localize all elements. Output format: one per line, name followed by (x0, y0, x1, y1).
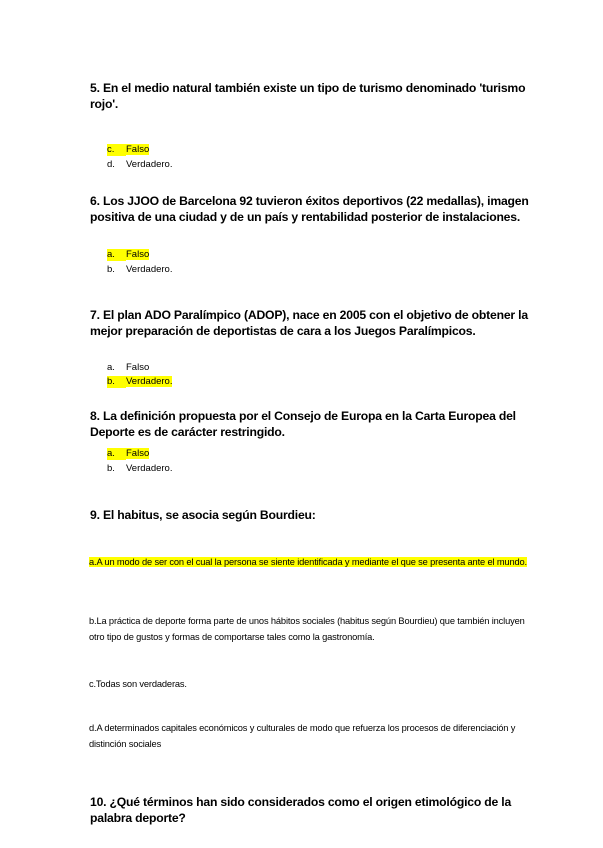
option-label: Verdadero. (126, 463, 173, 474)
option-label: Falso (126, 249, 150, 260)
question-6: 6. Los JJOO de Barcelona 92 tuvieron éxitos deportivos (22 medallas), imagen positiva de una ciudad y de un país y rentabilidad posterior de instalaciones. (90, 194, 529, 224)
question-8: 8. La definición propuesta por el Consejo de Europa en la Carta Europea del Deporte es de carácter restringido. (90, 409, 516, 439)
option-letter: a. (107, 249, 126, 261)
option-letter: a. (107, 362, 115, 373)
question-9: 9. El habitus, se asocia según Bourdieu: (90, 508, 316, 522)
q8-option-a (107, 448, 149, 460)
option-label: Falso (126, 362, 150, 373)
q9-option-d (89, 720, 529, 752)
q9-option-a (89, 554, 529, 570)
option-letter: a. (107, 448, 126, 460)
option-text: a.A un modo de ser con el cual la persona se siente identificada y mediante el que se presenta ante el mundo. (89, 557, 527, 567)
option-letter: b. (107, 376, 126, 388)
q7-option-b (107, 376, 172, 388)
q9-option-b (89, 613, 529, 645)
q7-option-a (107, 362, 149, 374)
option-letter: d. (107, 159, 115, 170)
option-text: b.La práctica de deporte forma parte de unos hábitos sociales (habitus según Bourdieu) que también incluyen otro tipo de gustos y formas de comportarse tales como la gastronomía. (89, 616, 525, 642)
option-letter: b. (107, 264, 115, 275)
q5-option-d (107, 159, 172, 171)
q6-option-b (107, 264, 172, 276)
q5-option-c (107, 144, 149, 156)
option-label: Verdadero. (126, 376, 173, 387)
question-5: 5. En el medio natural también existe un tipo de turismo denominado 'turismo rojo'. (90, 81, 526, 111)
option-label: Falso (126, 448, 150, 459)
option-label: Verdadero. (126, 159, 173, 170)
q8-option-b (107, 463, 172, 475)
option-letter: b. (107, 463, 115, 474)
question-10: 10. ¿Qué términos han sido considerados como el origen etimológico de la palabra deporte? (90, 795, 512, 825)
q9-option-c (89, 676, 529, 692)
option-letter: c. (107, 144, 126, 156)
option-text: c.Todas son verdaderas. (89, 679, 187, 689)
option-label: Verdadero. (126, 264, 173, 275)
q6-option-a (107, 249, 149, 261)
option-text: d.A determinados capitales económicos y culturales de modo que refuerza los procesos de diferenciación y distinción sociales (89, 723, 516, 749)
question-7: 7. El plan ADO Paralímpico (ADOP), nace en 2005 con el objetivo de obtener la mejor preparación de deportistas de cara a los Juegos Paralímpicos. (90, 308, 528, 338)
option-label: Falso (126, 144, 150, 155)
